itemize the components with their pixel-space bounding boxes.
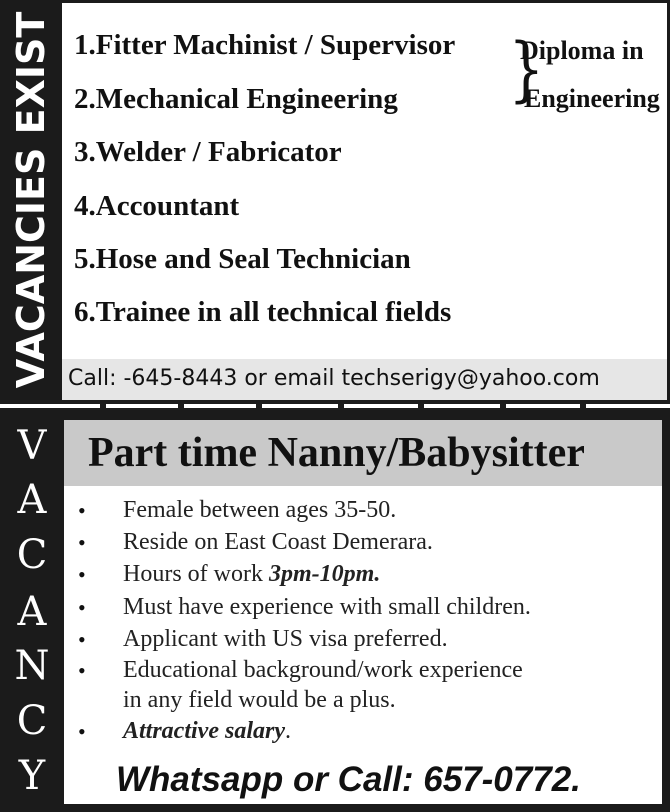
bullet-icon: • xyxy=(78,562,86,587)
headline-bar xyxy=(64,420,662,486)
requirement-education-line-2: in any field would be a plus. xyxy=(123,687,396,713)
vacancies-ad xyxy=(0,0,670,403)
requirement-experience: Must have experience with small children. xyxy=(123,594,531,620)
contact-bar xyxy=(62,359,667,400)
vacancy-letter: Y xyxy=(18,753,46,799)
requirement-visa: Applicant with US visa preferred. xyxy=(123,626,448,652)
vacancy-letter: A xyxy=(17,589,47,635)
bullet-icon: • xyxy=(78,627,86,652)
vacancy-letter: A xyxy=(17,477,47,523)
vacancy-letter: C xyxy=(16,698,48,744)
requirement-hours xyxy=(123,562,380,586)
salary-emph: Attractive salary xyxy=(123,718,285,744)
brace-icon: } xyxy=(508,28,545,110)
nanny-vacancy-ad xyxy=(0,408,670,812)
hours-label: Hours of work xyxy=(123,561,269,587)
contact-text: Call: -645-8443 or email techserigy@yahoo.com xyxy=(68,366,600,391)
bullet-icon: • xyxy=(78,719,86,744)
requirement-residence: Reside on East Coast Demerara. xyxy=(123,529,433,555)
diploma-line-2: Engineering xyxy=(524,84,660,113)
job-item-2: 2.Mechanical Engineering xyxy=(74,83,398,115)
job-item-4: 4.Accountant xyxy=(74,190,240,222)
vacancy-letter: V xyxy=(17,423,47,469)
job-item-6: 6.Trainee in all technical fields xyxy=(74,296,452,328)
diploma-note xyxy=(500,30,670,120)
bullet-icon: • xyxy=(78,498,86,523)
nanny-ad-body xyxy=(64,420,662,804)
job-item-1: 1.Fitter Machinist / Supervisor xyxy=(74,29,456,61)
vacancy-letter: N xyxy=(14,643,50,689)
salary-suffix: . xyxy=(284,718,291,744)
nanny-headline: Part time Nanny/Babysitter xyxy=(88,430,585,476)
bullet-icon: • xyxy=(78,658,86,683)
vacancy-letter: C xyxy=(16,532,48,578)
requirement-education-line-1: Educational background/work experience xyxy=(123,657,523,683)
vacancies-side-banner xyxy=(0,0,62,403)
bullet-icon: • xyxy=(78,595,86,620)
top-border xyxy=(62,0,670,3)
benefit-salary xyxy=(123,719,291,743)
bullet-icon: • xyxy=(78,530,86,555)
hours-value: 3pm-10pm. xyxy=(268,561,381,587)
contact-cta: Whatsapp or Call: 657-0772. xyxy=(116,760,581,799)
diploma-line-1: Diploma in xyxy=(520,36,644,65)
requirement-age: Female between ages 35-50. xyxy=(123,497,397,523)
vacancies-side-label: VACANCIES EXIST xyxy=(9,11,53,389)
job-item-3: 3.Welder / Fabricator xyxy=(74,136,342,168)
job-item-5: 5.Hose and Seal Technician xyxy=(74,243,411,275)
